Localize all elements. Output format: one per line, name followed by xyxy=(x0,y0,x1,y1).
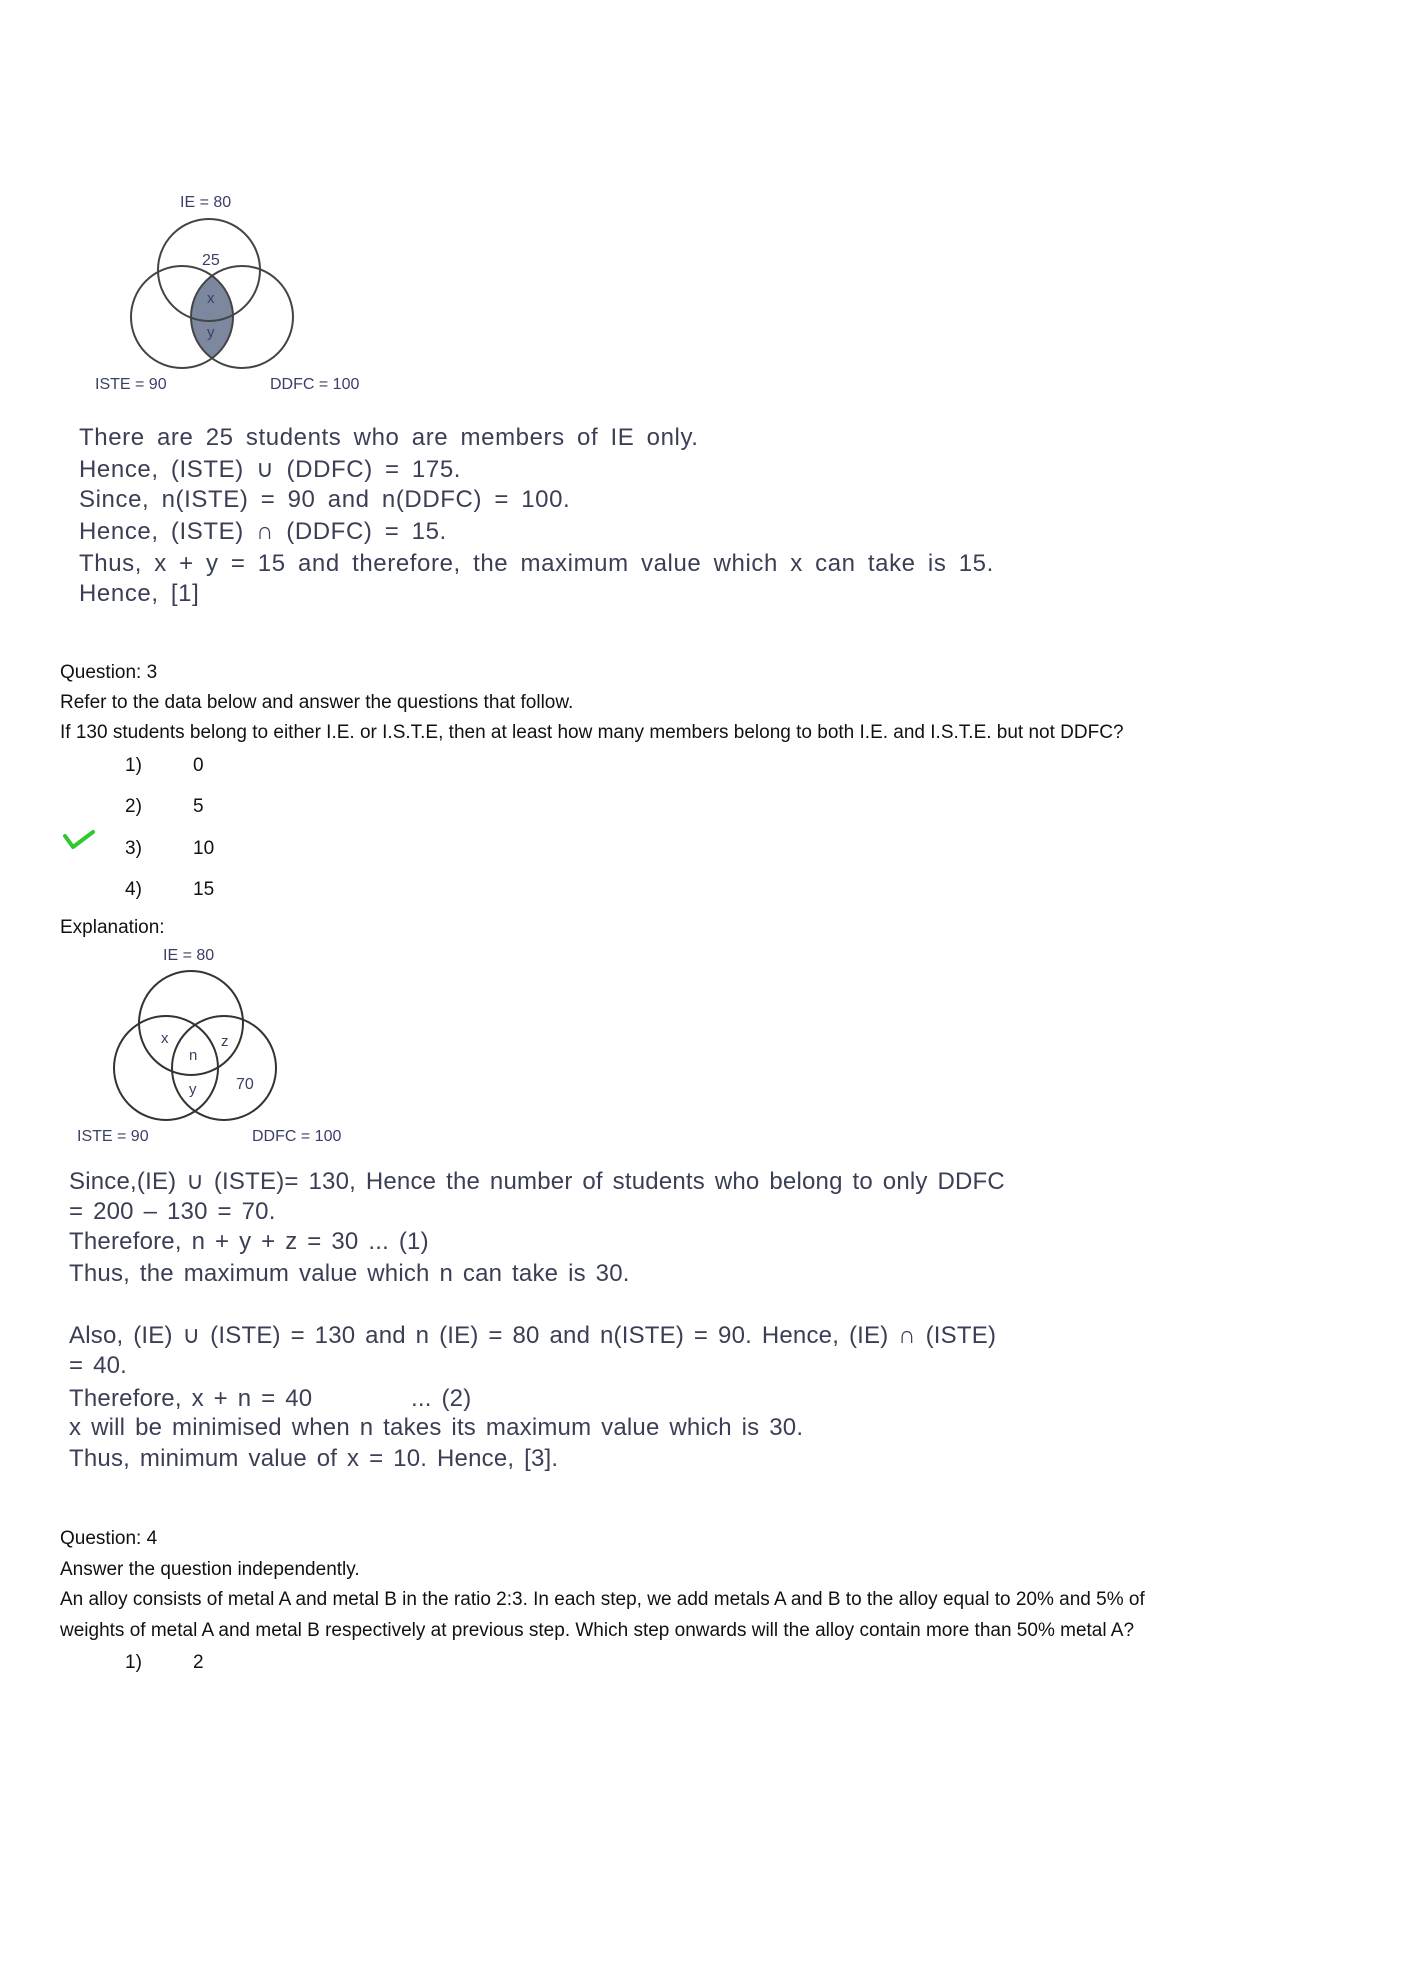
option-1[interactable] xyxy=(125,1652,245,1676)
venn-diagram-2 xyxy=(70,938,370,1148)
region-y: y xyxy=(207,324,215,341)
solution-line: Thus, minimum value of x = 10. Hence, [3]. xyxy=(69,1445,559,1472)
option-number: 4) xyxy=(125,879,142,900)
region-x: x xyxy=(207,290,215,307)
option-1[interactable] xyxy=(125,755,245,779)
ddfc-label: DDFC = 100 xyxy=(270,376,360,393)
question-4-text-line-1: An alloy consists of metal A and metal B in the ratio 2:3. In each step, we add metals A and B to the alloy equal to 20% and 5% of xyxy=(60,1589,1145,1610)
option-value: 0 xyxy=(193,755,204,776)
option-3[interactable] xyxy=(125,838,245,862)
solution-line: = 200 – 130 = 70. xyxy=(69,1198,276,1225)
solution-line: Therefore, n + y + z = 30 ... (1) xyxy=(69,1228,429,1255)
ie-only-value: 25 xyxy=(202,252,220,269)
venn-diagram-1 xyxy=(80,185,400,400)
question-4-title: Question: 4 xyxy=(60,1528,158,1549)
question-3-text: If 130 students belong to either I.E. or I.S.T.E, then at least how many members belong to both I.E. and I.S.T.E. but not DDFC? xyxy=(60,722,1124,743)
option-number: 3) xyxy=(125,838,142,859)
region-x: x xyxy=(161,1030,169,1047)
solution-line: There are 25 students who are members of IE only. xyxy=(79,424,699,451)
option-value: 10 xyxy=(193,838,215,859)
solution-line: Also, (IE) ∪ (ISTE) = 130 and n (IE) = 80 and n(ISTE) = 90. Hence, (IE) ∩ (ISTE) xyxy=(69,1322,997,1349)
iste-label: ISTE = 90 xyxy=(77,1128,149,1145)
solution-line: Hence, (ISTE) ∪ (DDFC) = 175. xyxy=(79,456,462,483)
region-y: y xyxy=(189,1081,197,1098)
option-value: 5 xyxy=(193,796,204,817)
option-4[interactable] xyxy=(125,879,245,903)
solution-line: Therefore, x + n = 40 ... (2) xyxy=(69,1385,472,1412)
iste-label: ISTE = 90 xyxy=(95,376,167,393)
solution-line: Thus, x + y = 15 and therefore, the maximum value which x can take is 15. xyxy=(79,550,994,577)
question-4-instruction: Answer the question independently. xyxy=(60,1559,360,1580)
region-n: n xyxy=(189,1047,198,1064)
ie-label: IE = 80 xyxy=(180,194,232,211)
option-2[interactable] xyxy=(125,796,245,820)
option-number: 1) xyxy=(125,755,142,776)
question-3-title: Question: 3 xyxy=(60,662,158,683)
question-3-instruction: Refer to the data below and answer the questions that follow. xyxy=(60,692,574,713)
solution-line: Since,(IE) ∪ (ISTE)= 130, Hence the number of students who belong to only DDFC xyxy=(69,1168,1005,1195)
solution-line: Thus, the maximum value which n can take is 30. xyxy=(69,1260,630,1287)
explanation-label: Explanation: xyxy=(60,917,165,938)
region-z: z xyxy=(221,1033,229,1050)
solution-line: x will be minimised when n takes its maximum value which is 30. xyxy=(69,1414,804,1441)
ddfc-label: DDFC = 100 xyxy=(252,1128,342,1145)
solution-line: Hence, [1] xyxy=(79,580,200,607)
option-number: 1) xyxy=(125,1652,142,1673)
ddfc-only-value: 70 xyxy=(236,1076,254,1093)
option-value: 2 xyxy=(193,1652,204,1673)
question-4-text-line-2: weights of metal A and metal B respectively at previous step. Which step onwards will the alloy contain more than 50% metal A? xyxy=(60,1620,1135,1641)
solution-line: Hence, (ISTE) ∩ (DDFC) = 15. xyxy=(79,518,447,545)
correct-check-icon xyxy=(62,828,96,854)
option-number: 2) xyxy=(125,796,142,817)
solution-line: = 40. xyxy=(69,1352,128,1379)
ie-label: IE = 80 xyxy=(163,947,215,964)
option-value: 15 xyxy=(193,879,215,900)
ddfc-circle xyxy=(172,1016,276,1120)
solution-line: Since, n(ISTE) = 90 and n(DDFC) = 100. xyxy=(79,486,571,513)
